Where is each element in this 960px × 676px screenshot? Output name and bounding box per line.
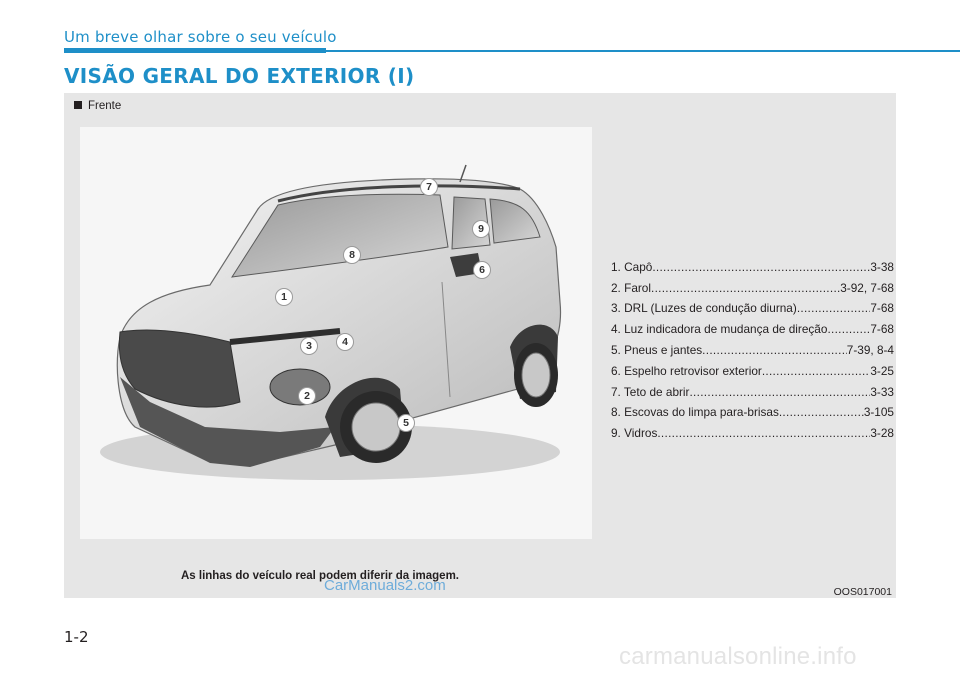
car-drawing xyxy=(80,127,592,539)
legend-item: 6. Espelho retrovisor exterior ..... 3-25 xyxy=(611,357,894,378)
front-rim xyxy=(352,403,400,451)
component-legend xyxy=(611,253,894,440)
header-rule xyxy=(326,50,960,52)
view-label xyxy=(74,100,121,112)
marker-9: 9 xyxy=(472,220,490,238)
marker-8: 8 xyxy=(343,246,361,264)
content-panel xyxy=(64,93,896,598)
marker-7: 7 xyxy=(420,178,438,196)
image-disclaimer: As linhas do veículo real podem diferir da imagem. xyxy=(181,570,459,582)
marker-1: 1 xyxy=(275,288,293,306)
legend-item: 2. Farol ..... 3-92, 7-68 xyxy=(611,274,894,295)
legend-item: 3. DRL (Luzes de condução diurna) ..... 7-68 xyxy=(611,295,894,316)
legend-item: 9. Vidros ..... 3-28 xyxy=(611,419,894,440)
legend-item: 7. Teto de abrir ..... 3-33 xyxy=(611,378,894,399)
legend-item: 1. Capô ..... 3-38 xyxy=(611,253,894,274)
bullet-square-icon xyxy=(74,101,82,109)
page-title: VISÃO GERAL DO EXTERIOR (I) xyxy=(64,64,415,88)
image-code: OOS017001 xyxy=(833,586,892,598)
footer-site: carmanualsonline.info xyxy=(619,643,857,670)
legend-item: 8. Escovas do limpa para-brisas ..... 3-105 xyxy=(611,399,894,420)
rear-rim xyxy=(522,353,550,397)
car-illustration xyxy=(80,127,592,539)
section-title: Um breve olhar sobre o seu veículo xyxy=(64,28,337,46)
view-label-text: Frente xyxy=(88,100,122,112)
marker-5: 5 xyxy=(397,414,415,432)
page-number: 1-2 xyxy=(64,628,89,646)
marker-4: 4 xyxy=(336,333,354,351)
watermark: CarManuals2.com xyxy=(324,577,446,594)
marker-6: 6 xyxy=(473,261,491,279)
legend-item: 4. Luz indicadora de mudança de direção ..... 7-68 xyxy=(611,315,894,336)
marker-2: 2 xyxy=(298,387,316,405)
marker-3: 3 xyxy=(300,337,318,355)
legend-item: 5. Pneus e jantes ..... 7-39, 8-4 xyxy=(611,336,894,357)
header-bar xyxy=(64,48,326,53)
